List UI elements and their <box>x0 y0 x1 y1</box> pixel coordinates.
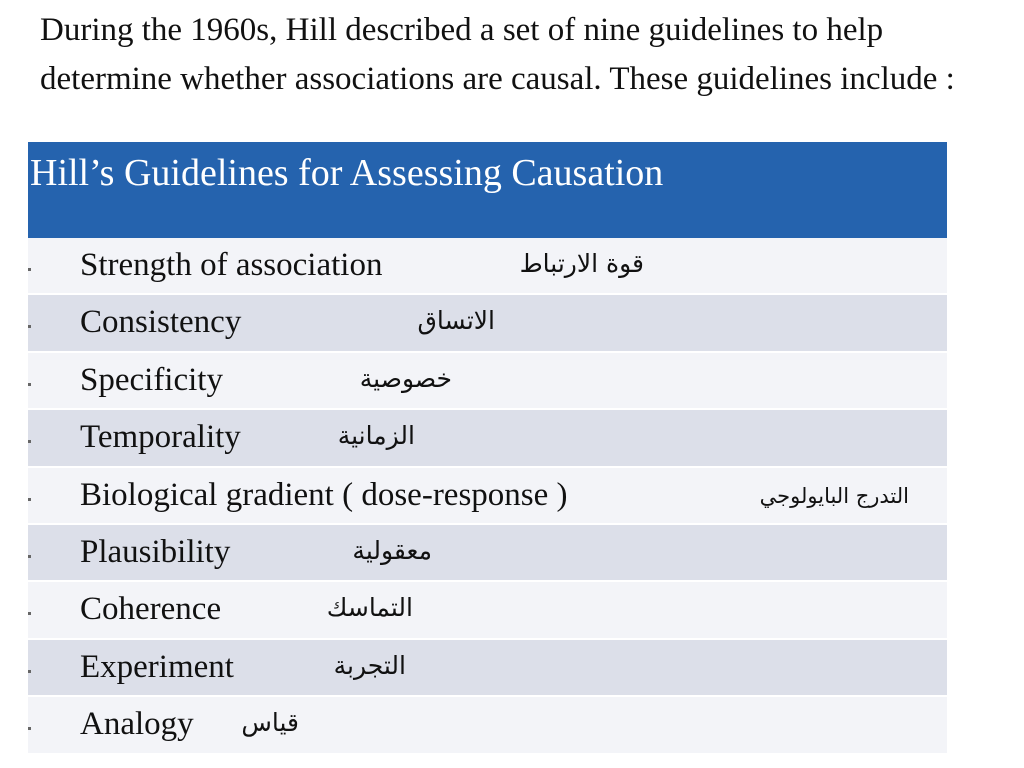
guideline-english: Temporality <box>80 419 241 456</box>
bullet-icon <box>28 612 31 615</box>
guideline-english: Analogy <box>80 706 194 743</box>
table-row <box>28 410 947 467</box>
guideline-english: Strength of association <box>80 247 383 283</box>
guideline-arabic: الاتساق <box>417 306 495 336</box>
guideline-arabic: خصوصية <box>359 363 452 393</box>
intro-paragraph: During the 1960s, Hill described a set of nine guidelines to help determine whether associations are causal. These guidelines include : <box>40 12 955 97</box>
bullet-icon <box>28 440 31 443</box>
guideline-english: Biological gradient ( dose-response ) <box>80 476 568 513</box>
table-row <box>28 640 947 697</box>
guideline-english: Coherence <box>80 591 222 628</box>
table-row <box>28 238 947 295</box>
guideline-arabic: التجربة <box>333 650 406 680</box>
bullet-icon <box>28 727 31 730</box>
bullet-icon <box>28 268 31 271</box>
table-row <box>28 295 947 352</box>
table-row <box>28 353 947 410</box>
guideline-arabic: التدرج البايولوجي <box>759 483 909 508</box>
table-row <box>28 525 947 582</box>
guideline-english: Consistency <box>80 304 242 341</box>
guideline-arabic: قياس <box>241 708 299 738</box>
bullet-icon <box>28 498 31 501</box>
guideline-english: Experiment <box>80 648 234 685</box>
guideline-arabic: معقولية <box>352 535 432 565</box>
guideline-arabic: الزمانية <box>337 421 415 451</box>
guideline-english: Plausibility <box>80 533 231 570</box>
bullet-icon <box>28 325 31 328</box>
guidelines-table <box>28 142 947 755</box>
guideline-arabic: التماسك <box>326 593 413 623</box>
table-row <box>28 468 947 525</box>
guideline-english: Specificity <box>80 361 223 398</box>
bullet-icon <box>28 555 31 558</box>
bullet-icon <box>28 383 31 386</box>
table-row <box>28 697 947 754</box>
table-title: Hill’s Guidelines for Assessing Causation <box>28 142 947 238</box>
guideline-arabic: قوة الارتباط <box>519 249 644 278</box>
bullet-icon <box>28 670 31 673</box>
table-row <box>28 582 947 639</box>
